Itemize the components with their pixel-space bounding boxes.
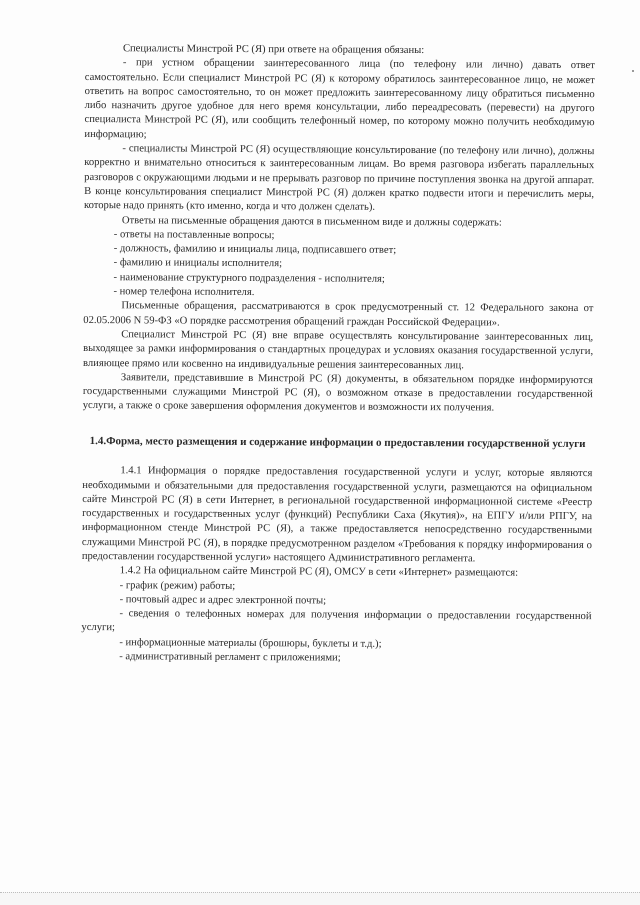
document-body [81, 42, 595, 667]
list-item: - фамилию и инициалы исполнителя; [113, 257, 283, 270]
paragraph: - специалисты Минстрой РС (Я) осуществляющие консультирование (по телефону или лично), должны корректно и внимательно относиться к заинтересованным лицам. Во время разговора избегать параллельных разговоров с окружающими людьми и не прерывать разговор по причине поступления звонка на другой аппарат. В конце консультирования специалист Минстрой РС (Я) должен кратко подвести итоги и перечислить меры, которые надо принять (кто именно, когда и что должен сделать). [83, 143, 595, 214]
list-item: - номер телефона исполнителя. [113, 286, 255, 299]
scan-speck [632, 70, 634, 72]
paragraph: Специалисты Минстрой РС (Я) при ответе на обращения обязаны: [122, 43, 425, 57]
paragraph: - информационные материалы (брошюры, буклеты и т.д.); [119, 637, 382, 650]
paragraph: Специалист Минстрой РС (Я) вне вправе осуществлять консультирование заинтересованных лиц, выходящее за рамки информирования о стандартных процедурах и условиях оказания государственной услуги, влияющее прямо или косвенно на индивидуальные решения заинтересованных лиц. [83, 329, 594, 371]
list-item: - ответы на поставленные вопросы; [113, 229, 275, 242]
paragraph: - почтовый адрес и адрес электронной почты; [119, 594, 327, 607]
paragraph: 1.4.1 Информация о порядке предоставления государственной услуги и услуг, которые являются необходимыми и обязательными для предоставления государственной услуги, размещаются на официальном сайте Минстрой РС (Я) в сети Интернет, в региональной государственной информационной системе «Реестр государственных и государственных услуг (функций) Республики Саха (Якутия)», на ЕПГУ и/или РПГУ, на информационном стенде Минстрой РС (Я), а также предоставляется непосредственно государственными служащими Минстрой РС (Я), в порядке предусмотренном разделом «Требования к порядку информирования о предоставлении государственной услуги» настоящего Административного регламента. [81, 465, 593, 565]
paragraph: Письменные обращения, рассматриваются в срок предусмотренный ст. 12 Федерального закона от 02.05.2006 N 59-ФЗ «О порядке рассмотрения обращений граждан Российской Федерации». [83, 300, 594, 329]
paragraph: - сведения о телефонных номерах для получения информации о предоставлении государственной услуги; [81, 608, 592, 634]
section-heading-1-4: 1.4.Форма, место размещения и содержание информации о предоставлении государственной услуги [89, 434, 586, 450]
paragraph: - административный регламент с приложениями; [119, 651, 341, 664]
paragraph: - график (режим) работы; [119, 579, 236, 592]
section-1-4-body [81, 464, 592, 667]
paragraph: Ответы на письменные обращения даются в письменном виде и должны содержать: [121, 214, 502, 229]
section-1-3-continued [83, 42, 595, 417]
list-item: - должность, фамилию и инициалы лица, подписавшего ответ; [113, 243, 397, 257]
list-item: - наименование структурного подразделения - исполнителя; [113, 271, 385, 285]
scan-bottom-edge [0, 892, 640, 905]
paragraph: - при устном обращении заинтересованного лица (по телефону или лично) давать ответ самостоятельно. Если специалист Минстрой РС (Я) к которому обратилось заинтересованное лицо, не может ответить на вопрос самостоятельно, то он может предложить заинтересованному лицу обратиться письменно либо назначить другое удобное для него время консультации, либо переадресовать (перевести) на другого специалиста Минстрой РС (Я), или сообщить телефонный номер, по которому можно получить необходимую информацию; [84, 57, 595, 141]
paragraph: Заявители, представившие в Минстрой РС (Я) документы, в обязательном порядке информируются государственными служащими Минстрой РС (Я), о возможном отказе в предоставлении государственной услуги, а также о сроке завершения оформления документов и возможности их получения. [82, 372, 593, 414]
paragraph: 1.4.2 На официальном сайте Минстрой РС (Я), ОМСУ в сети «Интернет» размещаются: [119, 565, 519, 579]
